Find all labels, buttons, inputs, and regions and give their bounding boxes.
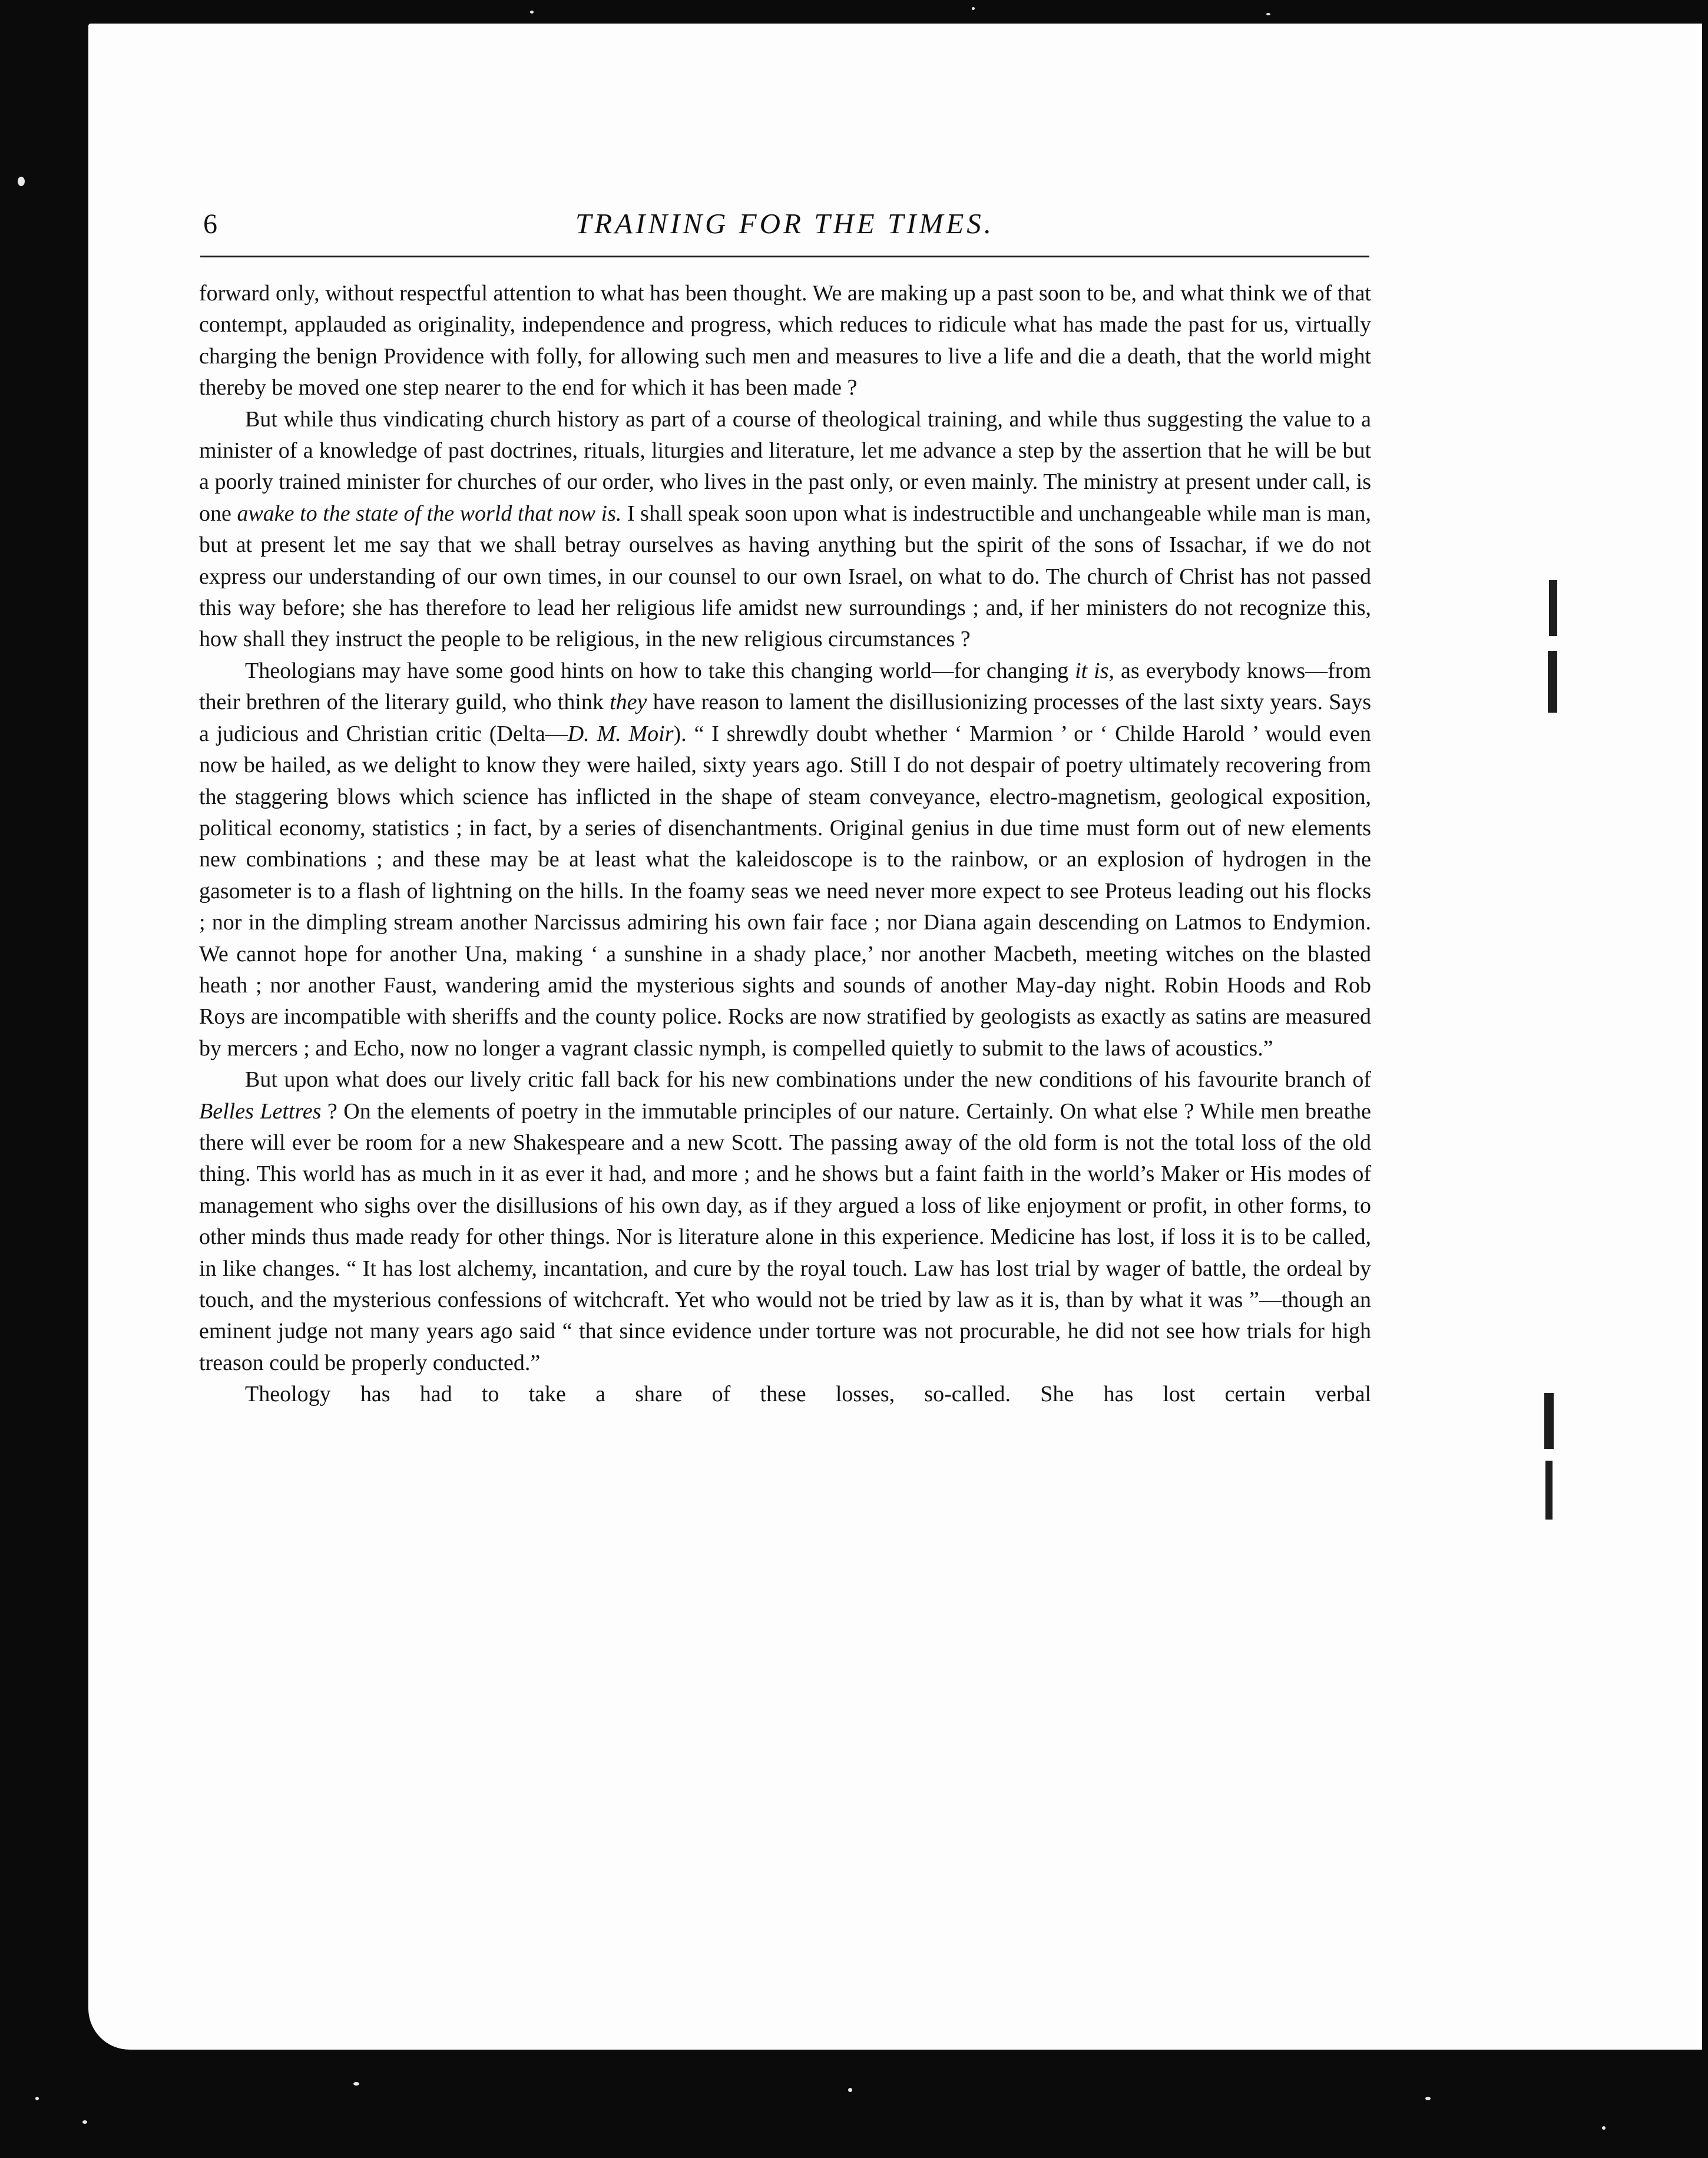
margin-mark-upper-lower xyxy=(1548,651,1557,713)
running-title: TRAINING FOR THE TIMES. xyxy=(575,207,995,240)
paragraph-5-text: Theology has had to take a share of these losses, so-called. She has lost certain verbal xyxy=(245,1382,1371,1407)
scan-speck xyxy=(82,2120,87,2124)
paragraph-4-text-a: But upon what does our lively critic fall back for his new combinations under the new conditions of his favourite branch of xyxy=(245,1067,1371,1093)
paragraph-4-italic: Belles Lettres xyxy=(199,1098,322,1124)
paragraph-5 xyxy=(199,1379,1371,1410)
paragraph-1 xyxy=(199,278,1371,404)
margin-mark-lower-tail xyxy=(1545,1461,1553,1520)
scan-speck xyxy=(848,2088,852,2092)
paragraph-3-italic-b: they xyxy=(610,690,647,715)
body-text xyxy=(199,278,1371,1411)
page-header xyxy=(203,203,1366,250)
paragraph-1-text: forward only, without respectful attention to what has been thought. We are making up a past soon to be, and what think we of that contempt, applauded as originality, independence and progress, which reduces to ridicule what has made the past for us, virtually charging the benign Providence with folly, for allowing such men and measures to live a life and die a death, that the world might thereby be moved one step nearer to the end for which it has been made ? xyxy=(199,281,1371,401)
scan-speck xyxy=(1266,13,1270,15)
page-number: 6 xyxy=(203,208,217,240)
scan-speck xyxy=(530,11,534,14)
paragraph-4-text-b: ? On the elements of poetry in the immutable principles of our nature. Certainly. On what else ? While men breathe there will ever be room for a new Shakespeare and a new Scott. The passing away of the old form is not the total loss of the old thing. This world has as much in it as ever it had, and more ; and he shows but a faint faith in the world’s Maker or His modes of management who sighs over the disillusions of his own day, as if they argued a loss of like enjoyment or profit, in other forms, to other minds thus made ready for other things. Nor is literature alone in this experience. Medicine has lost, if loss it is to be called, in like changes. “ It has lost alchemy, incantation, and cure by the royal touch. Law has lost trial by wager of battle, the ordeal by touch, and the mysterious confessions of witchcraft. Yet who would not be tried by law as it is, than by what it was ”—though an eminent judge not many years ago said “ that since evidence under torture was not procurable, he did not see how trials for high treason could be properly conducted.” xyxy=(199,1098,1371,1375)
paragraph-3-text-c: have reason to lament the disillusionizing processes of the last sixty years. Says a judicious and Christian critic (Delta— xyxy=(199,690,1371,746)
scan-speck xyxy=(35,2097,39,2100)
paragraph-3-text-b: as everybody knows—from their brethren of the literary guild, who think xyxy=(199,658,1372,715)
paragraph-3-text-a: Theologians may have some good hints on how to take this changing world—for changing xyxy=(245,658,1075,683)
paragraph-3-italic-a: it is, xyxy=(1075,658,1115,683)
paragraph-3 xyxy=(199,656,1371,1064)
header-rule xyxy=(200,256,1369,257)
margin-mark-lower xyxy=(1544,1393,1554,1449)
scan-speck xyxy=(1425,2097,1431,2100)
scan-speck xyxy=(1602,2126,1606,2130)
paragraph-3-text-d: ). “ I shrewdly doubt whether ‘ Marmion ’ or ‘ Childe Harold ’ would even now be hailed, as we delight to know they were hailed, sixty years ago. Still I do not despair of poetry ultimately recovering from the staggering blows which science has inflicted in the shape of steam conveyance, electro-magnetism, geological exposition, political economy, statistics ; in fact, by a series of disenchantments. Original genius in due time must form out of new elements new combinations ; and these may be at least what the kaleidoscope is to the rainbow, or an explosion of hydrogen in the gasometer is to a flash of lightning on the hills. In the foamy seas we need never more expect to see Proteus leading out his flocks ; nor in the dimpling stream another Narcissus admiring his own fair face ; nor Diana again descending on Latmos to Endymion. We cannot hope for another Una, making ‘ a sunshine in a shady place,’ nor another Macbeth, meeting witches on the blasted heath ; nor another Faust, wandering amid the mysterious sights and sounds of another May-day night. Robin Hoods and Rob Roys are incompatible with sheriffs and the county police. Rocks are now stratified by geologists as exactly as satins are measured by mercers ; and Echo, now no longer a vagrant classic nymph, is compelled quietly to submit to the laws of acoustics.” xyxy=(199,721,1372,1061)
scan-speck xyxy=(353,2082,359,2086)
margin-mark-upper xyxy=(1549,580,1557,636)
paragraph-2-italic: awake to the state of the world that now is. xyxy=(237,501,622,526)
paragraph-2-text-a: But while thus vindicating church history as part of a course of theological training, and while thus suggesting the value to a minister of a knowledge of past doctrines, rituals, liturgies and literature, let me advance a step by the assertion that he will be but a poorly trained minister for churches of our order, who lives in the past only, or even mainly. The ministry at present under call, is one xyxy=(199,406,1371,526)
paragraph-2 xyxy=(199,404,1371,656)
paragraph-2-text-b: I shall speak soon upon what is indestructible and unchangeable while man is man, but at present let me say that we shall betray ourselves as having anything but the spirit of the sons of Issachar, if we do not express our understanding of our own times, in our counsel to our own Israel, on what to do. The church of Christ has not passed this way before; she has therefore to lead her religious life amidst new surroundings ; and, if her ministers do not recognize this, how shall they instruct the people to be religious, in the new religious circumstances ? xyxy=(199,501,1371,652)
paragraph-3-italic-c: D. M. Moir xyxy=(567,721,674,746)
scan-speck xyxy=(18,177,25,186)
scan-speck xyxy=(972,7,975,10)
paragraph-4 xyxy=(199,1064,1371,1379)
